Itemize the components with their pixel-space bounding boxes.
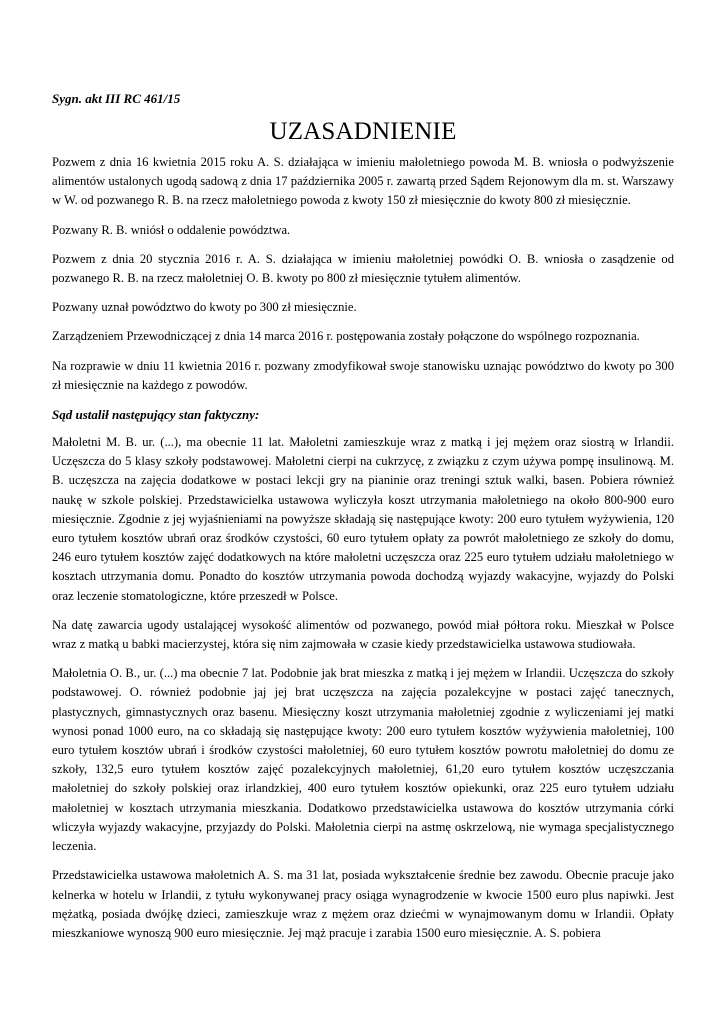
paragraph-defendant-acknowledgement: Pozwany uznał powództwo do kwoty po 300 zł miesięcznie.: [52, 300, 357, 315]
paragraph-hearing: Na rozprawie w dniu 11 kwietnia 2016 r. pozwany zmodyfikował swoje stanowisku uznając powództwo do kwoty po 300 zł miesięcznie na każdego z powodów.: [52, 358, 674, 392]
paragraph-daughter-facts: Małoletnia O. B., ur. (...) ma obecnie 7 lat. Podobnie jak brat mieszka z matką i jej mężem w Irlandii. Uczęszcza do szkoły podstawowej. O. również podobnie jaj jej brat uczęszcza na zajęcia pozalekcyjne w postaci zajęć tanecznych, plastycznych, gimnastycznych oraz basenu. Miesięczny koszt utrzymania małoletniej zgodnie z wyliczeniami jej matki wynosi ponad 1000 euro, na co składają się następujące kwoty: 200 euro tytułem kosztów wyżywienia małoletniej, 100 euro tytułem kosztów ubrań i środków czystości małoletniej, 60 euro tytułem kosztów powrotu małoletniej do domu ze szkoły, 132,5 euro tytułem kosztów zajęć pozalekcyjnych małoletniej, 61,20 euro tytułem kosztów uczęszczania małoletniej do szkoły polskiej oraz irlandzkiej, 400 euro tytułem kosztów opiekunki, oraz 225 euro tytułem udziału małoletniej w kosztach utrzymania mieszkania. Dodatkowo przedstawicielka ustawowa do kosztów utrzymania córki wliczyła wyjazdy wakacyjne, przyjazdy do Polski. Małoletnia cierpi na astmę oskrzelową, nie wymaga specjalistycznego leczenia.: [52, 666, 674, 854]
case-number: Sygn. akt III RC 461/15: [52, 91, 181, 106]
paragraph-son-facts: Małoletni M. B. ur. (...), ma obecnie 11 lat. Małoletni zamieszkuje wraz z matką i jej mężem oraz siostrą w Irlandii. Uczęszcza do 5 klasy szkoły podstawowej. Małoletni cierpi na cukrzycę, z związku z czym używa pompę insulinową. M. B. uczęszcza na zajęcia dodatkowe w postaci lekcji gry na pianinie oraz treningi sztuk walki, basen. Pobiera również naukę w szkole polskiej. Przedstawicielka ustawowa wyliczyła koszt utrzymania małoletniego na około 800-900 euro miesięcznie. Zgodnie z jej wyjaśnieniami na powyższe składają się następujące kwoty: 200 euro tytułem wyżywienia, 120 euro tytułem kosztów ubrań oraz środków czystości, 60 euro tytułem opłaty za powrót małoletniego ze szkoły do domu, 246 euro tytułem kosztów zajęć dodatkowych na które małoletni uczęszcza oraz 225 euro tytułem udziału małoletniego w kosztach utrzymania domu. Ponadto do kosztów utrzymania powoda dochodzą wyjazdy wakacyjne, wyjazdy do Polski oraz leczenie stomatologiczne, które przeszedł w Polsce.: [52, 435, 674, 603]
paragraph-defendant-response: Pozwany R. B. wniósł o oddalenie powództwa.: [52, 222, 291, 237]
paragraph-settlement-date: Na datę zawarcia ugody ustalającej wysokość alimentów od pozwanego, powód miał półtora roku. Mieszkał w Polsce wraz z matką u babki macierzystej, która się nim zajmowała w czasie kiedy przedstawicielka ustawowa studiowała.: [52, 617, 674, 652]
section-heading-facts: Sąd ustalił następujący stan faktyczny:: [52, 407, 260, 423]
paragraph-lawsuit-daughter: Pozwem z dnia 20 stycznia 2016 r. A. S. działająca w imieniu małoletniej powódki O. B. wniosła o zasądzenie od pozwanego R. B. na rzecz małoletniej O. B. kwoty po 800 zł miesięcznie tytułem alimentów.: [52, 251, 674, 286]
document-page: [52, 89, 674, 953]
paragraph-lawsuit-son: Pozwem z dnia 16 kwietnia 2015 roku A. S. działająca w imieniu małoletniego powoda M. B. wniosła o podwyższenie alimentów ustalonych ugodą sadową z dnia 17 października 2005 r. zawartą przed Sądem Rejonowym dla m. st. Warszawy w W. od pozwanego R. B. na rzecz małoletniego powoda z kwoty 150 zł miesięcznie do kwoty 800 zł miesięcznie.: [52, 155, 674, 208]
paragraph-mother-facts: Przedstawicielka ustawowa małoletnich A. S. ma 31 lat, posiada wykształcenie średnie bez zawodu. Obecnie pracuje jako kelnerka w hotelu w Irlandii, z tytułu wykonywanej pracy osiąga wynagrodzenie w kwocie 1500 euro plus napiwki. Jest mężatką, posiada dwójkę dzieci, zamieszkuje wraz z mężem oraz dziećmi w wynajmowanym domu w Irlandii. Opłaty mieszkaniowe wynoszą 900 euro miesięcznie. Jej mąż pracuje i zarabia 1500 euro miesięcznie. A. S. pobiera: [52, 868, 674, 940]
paragraph-cases-joined: Zarządzeniem Przewodniczącej z dnia 14 marca 2016 r. postępowania zostały połączone do wspólnego rozpoznania.: [52, 329, 640, 344]
document-title: UZASADNIENIE: [269, 118, 457, 145]
